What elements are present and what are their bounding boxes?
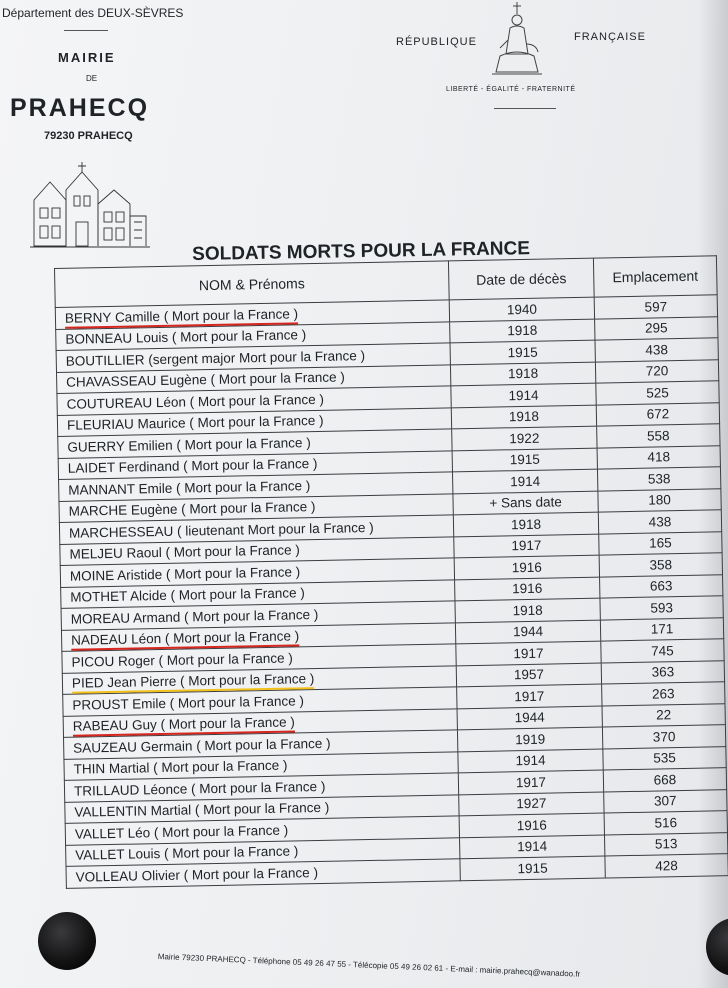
grave-location-cell: 363 bbox=[601, 660, 724, 684]
death-date-cell: 1918 bbox=[455, 598, 600, 622]
soldier-name: PROUST Emile ( Mort pour la France ) bbox=[72, 693, 305, 713]
marianne-emblem bbox=[486, 0, 548, 82]
postcode-label: 79230 PRAHECQ bbox=[44, 130, 133, 142]
grave-location-cell: 668 bbox=[603, 768, 726, 792]
grave-location-cell: 558 bbox=[597, 424, 720, 448]
grave-location-cell: 418 bbox=[597, 445, 720, 469]
death-date-cell: 1917 bbox=[457, 684, 602, 708]
death-date-cell: 1922 bbox=[452, 426, 597, 450]
francaise-label: FRANÇAISE bbox=[574, 31, 646, 43]
soldier-name: MANNANT Emile ( Mort pour la France ) bbox=[68, 477, 311, 498]
divider bbox=[494, 108, 556, 109]
grave-location-cell: 358 bbox=[599, 553, 722, 577]
grave-location-cell: 295 bbox=[595, 316, 718, 340]
death-date-cell: 1927 bbox=[459, 792, 604, 816]
soldier-name: PIED Jean Pierre ( Mort pour la France ) bbox=[72, 671, 315, 694]
soldier-name: VOLLEAU Olivier ( Mort pour la France ) bbox=[75, 864, 319, 885]
soldier-name: LAIDET Ferdinand ( Mort pour la France ) bbox=[67, 456, 318, 477]
grave-location-cell: 370 bbox=[602, 725, 725, 749]
column-header-location: Emplacement bbox=[593, 256, 717, 297]
death-date-cell: 1944 bbox=[457, 706, 602, 730]
grave-location-cell: 516 bbox=[604, 811, 727, 835]
soldiers-table bbox=[54, 255, 728, 888]
death-date-cell: + Sans date bbox=[453, 491, 598, 515]
grave-location-cell: 307 bbox=[604, 789, 727, 813]
death-date-cell: 1914 bbox=[452, 469, 597, 493]
death-date-cell: 1917 bbox=[458, 770, 603, 794]
death-date-cell: 1944 bbox=[455, 620, 600, 644]
soldier-name: BOUTILLIER (sergent major Mort pour la France ) bbox=[65, 347, 366, 369]
death-date-cell: 1914 bbox=[451, 383, 596, 407]
column-header-name: NOM & Prénoms bbox=[55, 261, 450, 308]
soldier-name: PICOU Roger ( Mort pour la France ) bbox=[71, 650, 293, 670]
death-date-cell: 1940 bbox=[449, 297, 594, 321]
soldier-name: MARCHESSEAU ( lieutenant Mort pour la France ) bbox=[68, 519, 374, 541]
grave-location-cell: 535 bbox=[603, 746, 726, 770]
death-date-cell: 1919 bbox=[457, 727, 602, 751]
soldier-name: MOTHET Alcide ( Mort pour la France ) bbox=[70, 585, 305, 605]
soldier-name: COUTUREAU Léon ( Mort pour la France ) bbox=[66, 391, 325, 412]
soldier-name: TRILLAUD Léonce ( Mort pour la France ) bbox=[73, 778, 326, 799]
column-header-date: Date de décès bbox=[448, 258, 594, 300]
death-date-cell: 1918 bbox=[450, 362, 595, 386]
soldier-name: VALLET Léo ( Mort pour la France ) bbox=[74, 822, 289, 842]
soldier-name: MOREAU Armand ( Mort pour la France ) bbox=[70, 606, 319, 627]
soldier-name: CHAVASSEAU Eugène ( Mort pour la France ) bbox=[66, 369, 345, 391]
soldier-name: FLEURIAU Maurice ( Mort pour la France ) bbox=[66, 413, 324, 434]
soldier-name: VALLENTIN Martial ( Mort pour la France ) bbox=[74, 800, 330, 820]
grave-location-cell: 663 bbox=[600, 574, 723, 598]
death-date-cell: 1915 bbox=[450, 340, 595, 364]
grave-location-cell: 513 bbox=[604, 832, 727, 856]
soldier-name: BERNY Camille ( Mort pour la France ) bbox=[65, 306, 298, 328]
grave-location-cell: 720 bbox=[595, 359, 718, 383]
soldier-name: THIN Martial ( Mort pour la France ) bbox=[73, 757, 288, 777]
soldiers-table-wrap bbox=[54, 255, 728, 888]
death-date-cell: 1914 bbox=[460, 835, 605, 859]
grave-location-cell: 263 bbox=[602, 682, 725, 706]
grave-location-cell: 165 bbox=[599, 531, 722, 555]
soldier-name: MELJEU Raoul ( Mort pour la France ) bbox=[69, 542, 300, 563]
death-date-cell: 1918 bbox=[450, 319, 595, 343]
mairie-label: MAIRIE bbox=[58, 50, 116, 65]
death-date-cell: 1917 bbox=[454, 534, 599, 558]
death-date-cell: 1916 bbox=[455, 577, 600, 601]
department-label: Département des DEUX-SÈVRES bbox=[2, 6, 184, 20]
death-date-cell: 1915 bbox=[460, 856, 605, 880]
grave-location-cell: 171 bbox=[600, 617, 723, 641]
republique-label: RÉPUBLIQUE bbox=[396, 36, 477, 48]
divider bbox=[64, 30, 108, 31]
grave-location-cell: 438 bbox=[598, 510, 721, 534]
soldier-name: MARCHE Eugène ( Mort pour la France ) bbox=[68, 499, 316, 520]
death-date-cell: 1916 bbox=[459, 813, 604, 837]
soldier-name: BONNEAU Louis ( Mort pour la France ) bbox=[65, 327, 307, 348]
grave-location-cell: 593 bbox=[600, 596, 723, 620]
grave-location-cell: 22 bbox=[602, 703, 725, 727]
footer-contact: Mairie 79230 PRAHECQ - Téléphone 05 49 26 47 55 - Télécopie 05 49 26 02 61 - E-mail : mairie.prahecq@wanadoo.fr bbox=[157, 952, 581, 979]
grave-location-cell: 745 bbox=[601, 639, 724, 663]
grave-location-cell: 428 bbox=[605, 854, 728, 878]
death-date-cell: 1917 bbox=[456, 641, 601, 665]
motto-label: LIBERTÉ - ÉGALITÉ - FRATERNITÉ bbox=[446, 86, 576, 93]
grave-location-cell: 597 bbox=[594, 295, 717, 319]
grave-location-cell: 525 bbox=[596, 381, 719, 405]
death-date-cell: 1918 bbox=[453, 512, 598, 536]
death-date-cell: 1915 bbox=[452, 448, 597, 472]
table-body bbox=[55, 295, 728, 888]
death-date-cell: 1914 bbox=[458, 749, 603, 773]
de-label: DE bbox=[86, 74, 98, 83]
magnet bbox=[38, 912, 96, 970]
soldier-name: SAUZEAU Germain ( Mort pour la France ) bbox=[73, 735, 331, 756]
grave-location-cell: 538 bbox=[597, 467, 720, 491]
grave-location-cell: 438 bbox=[595, 338, 718, 362]
death-date-cell: 1957 bbox=[456, 663, 601, 687]
soldier-name: NADEAU Léon ( Mort pour la France ) bbox=[71, 629, 299, 651]
soldier-name: MOINE Aristide ( Mort pour la France ) bbox=[69, 564, 301, 584]
soldier-name: RABEAU Guy ( Mort pour la France ) bbox=[73, 715, 295, 737]
soldier-name: GUERRY Emilien ( Mort pour la France ) bbox=[67, 434, 311, 455]
page-title: SOLDATS MORTS POUR LA FRANCE bbox=[192, 238, 531, 265]
town-hall-drawing bbox=[30, 160, 150, 250]
death-date-cell: 1916 bbox=[454, 555, 599, 579]
soldier-name: VALLET Louis ( Mort pour la France ) bbox=[75, 843, 299, 863]
grave-location-cell: 672 bbox=[596, 402, 719, 426]
grave-location-cell: 180 bbox=[598, 488, 721, 512]
town-name: PRAHECQ bbox=[10, 94, 150, 122]
death-date-cell: 1918 bbox=[451, 405, 596, 429]
